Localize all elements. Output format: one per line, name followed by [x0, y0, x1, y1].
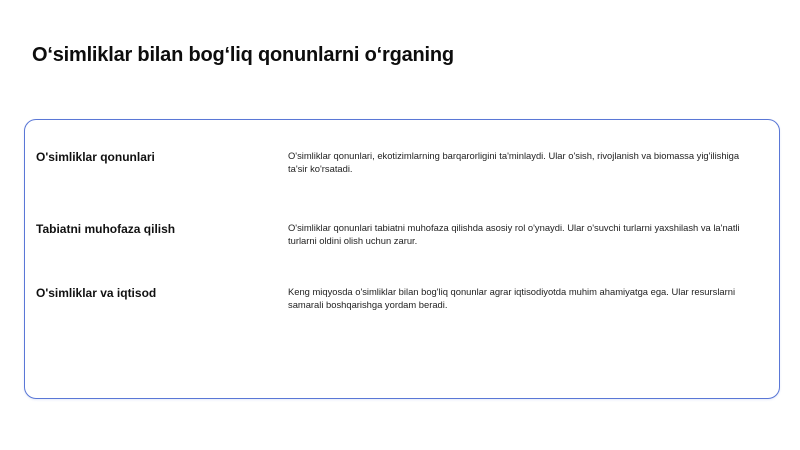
row-label: O'simliklar qonunlari	[36, 150, 155, 164]
row-label: O'simliklar va iqtisod	[36, 286, 157, 300]
content-card	[24, 119, 780, 399]
row-label: Tabiatni muhofaza qilish	[36, 222, 176, 236]
row-description: O'simliklar qonunlari, ekotizimlarning barqarorligini ta'minlaydi. Ular o'sish, rivojlanish va biomassa yig'ilishiga ta'sir ko'rsatadi.	[288, 150, 740, 175]
slide-title: O‘simliklar bilan bog‘liq qonunlarni o‘rganing	[32, 44, 454, 66]
row-description: Keng miqyosda o'simliklar bilan bog'liq qonunlar agrar iqtisodiyotda muhim ahamiyatga ega. Ular resurslarni samarali boshqarishga yordam beradi.	[288, 286, 736, 311]
row-description: O'simliklar qonunlari tabiatni muhofaza qilishda asosiy rol o'ynaydi. Ular o'suvchi turlarni yaxshilash va la'natli turlarni oldini olish uchun zarur.	[288, 222, 740, 247]
